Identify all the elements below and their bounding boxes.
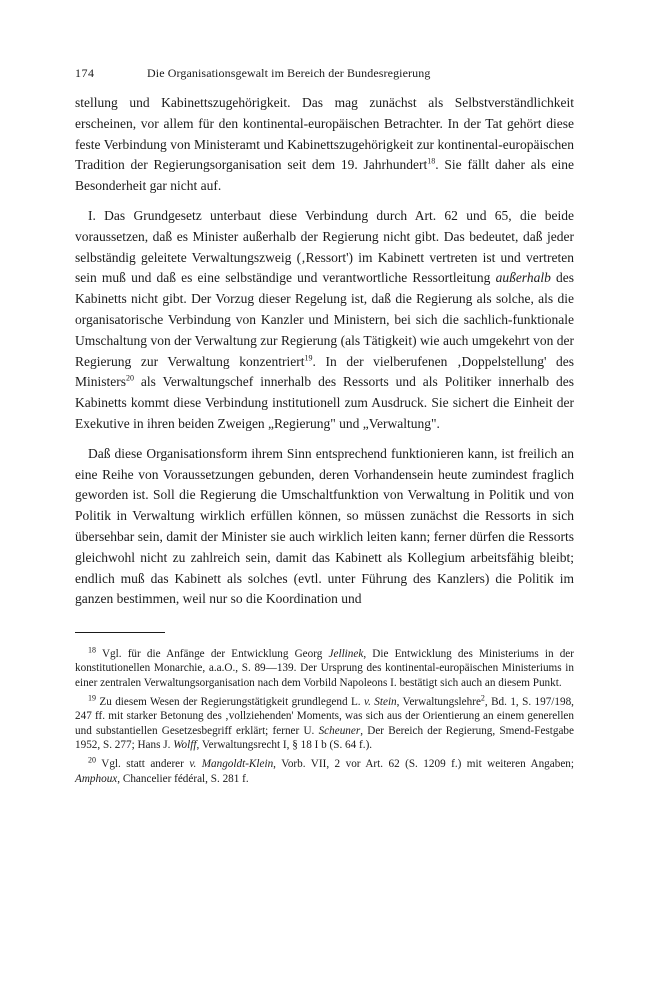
paragraph-text: I. Das Grundgesetz unterbaut diese Verbindung durch Art. 62 und 65, die beide voraussetzen, daß es Minister außerhalb der Regierung nicht gibt. Das bedeutet, daß jeder selbständig geleitete Verwaltungszweig (‚Ressort') im Kabinett vertreten ist und vertreten sein muß und daß es eine selbständige und verantwortliche Ressortleitung — [75, 207, 574, 286]
footnote-text: , Vorb. VII, 2 vor Art. 62 (S. 1209 f.) mit weiteren Angaben; — [273, 758, 574, 771]
footnote-ref-18[interactable]: 18 — [427, 156, 436, 166]
footnotes — [75, 647, 574, 786]
edition-superscript: 2 — [480, 693, 485, 703]
footnote-20 — [75, 757, 574, 786]
footnote-text: Vgl. für die Anfänge der Entwicklung Georg — [96, 648, 329, 661]
footnote-text: , Die Entwicklung des Ministeriums in der konstitutionellen Monarchie, a.a.O., S. 89—139. Der Ursprung des kontinental-europäischen Ministeriums in einer zentralen Verwaltungsorganisation nach dem Vorbild Napoleons I. bestätigt sich auch an diesem Punkt. — [75, 648, 574, 689]
footnote-divider — [75, 632, 165, 633]
emphasis: außerhalb — [495, 270, 551, 286]
paragraph-text: Daß diese Organisationsform ihrem Sinn entsprechend funktionieren kann, ist freilich an eine Reihe von Voraussetzungen gebunden, deren Vorhandensein heute zumindest fraglich geworden ist. Soll die Regierung die Umschaltfunktion von Verwaltung in Politik und von Politik in Verwaltung wirklich erfüllen können, so müssen zunächst die Ressorts in sich übersehbar sein, damit der Minister sie auch wirklich leiten kann; ferner dürfen die Ressorts gleichwohl nicht zu zahlreich sein, damit das Kabinett als Kollegium arbeitsfähig bleibt; endlich muß das Kabinett als solches (evtl. unter Führung des Kanzlers) die Politik im ganzen bestimmen, weil nur so die Koordination und — [75, 445, 574, 607]
author-name: Jellinek — [328, 648, 364, 661]
paragraph-1 — [75, 93, 574, 197]
footnote-text: , Chancelier fédéral, S. 281 f. — [117, 772, 249, 785]
author-name: v. Stein — [363, 696, 397, 709]
footnote-text: , Der Bereich der Regierung, Smend-Festgabe 1952, S. 277; Hans J. — [75, 724, 574, 751]
running-title: Die Organisationsgewalt im Bereich der Bundesregierung — [147, 66, 431, 80]
footnote-text: Zu diesem Wesen der Regierungstätigkeit grundlegend L. — [96, 696, 364, 709]
footnote-18 — [75, 647, 574, 690]
paragraph-text: . In der vielberufenen ‚Doppelstellung' des Ministers — [75, 353, 574, 390]
paragraph-2 — [75, 206, 574, 435]
author-name: Amphoux — [75, 772, 118, 785]
body-text — [75, 93, 574, 610]
footnote-text: Vgl. statt anderer — [96, 758, 190, 771]
footnote-ref-20[interactable]: 20 — [126, 373, 135, 383]
page-header — [75, 66, 574, 81]
footnote-text: , Verwaltungslehre — [396, 696, 481, 709]
page-number: 174 — [75, 66, 95, 80]
footnote-ref-19[interactable]: 19 — [304, 353, 313, 363]
footnote-text: , Verwaltungsrecht I, § 18 I b (S. 64 f.). — [196, 738, 373, 751]
paragraph-text: als Verwaltungschef innerhalb des Ressorts und als Politiker innerhalb des Kabinetts kommt diese Verbindung institutionell zum Ausdruck. Sie sichert die Einheit der Exekutive in ihren beiden Zweigen „Regierung" und „Verwaltung". — [75, 374, 574, 431]
footnote-number: 18 — [88, 645, 96, 655]
paragraph-3 — [75, 444, 574, 610]
author-name: Wolff — [173, 738, 197, 751]
paragraph-text: . Sie fällt daher als eine Besonderheit gar nicht auf. — [75, 157, 574, 194]
paragraph-text: stellung und Kabinettszugehörigkeit. Das mag zunächst als Selbstverständlichkeit erscheinen, vor allem für den kontinental-europäischen Betrachter. In der Tat gehört diese feste Verbindung von Ministeramt und Kabinettszugehörigkeit zur kontinental-europäischen Tradition der Regierungsorganisation seit dem 19. Jahrhundert — [75, 95, 574, 173]
author-name: v. Mangoldt-Klein — [189, 758, 274, 771]
footnote-number: 19 — [88, 693, 96, 703]
footnote-number: 20 — [88, 755, 96, 765]
footnote-text: , Bd. 1, S. 197/198, 247 ff. mit starker Betonung des ‚vollziehenden' Moments, was sich aus der Orientierung an einem generellen und substantiellen Gesetzesbegriff erklärt; ferner U. — [75, 696, 574, 737]
footnote-19 — [75, 695, 574, 752]
author-name: Scheuner — [318, 724, 361, 737]
paragraph-text: des Kabinetts nicht gibt. Der Vorzug dieser Regelung ist, daß die Regierung als solche, als die organisatorische Verbindung von Kanzler und Ministern, bei sich die sachlich-funktionale Umschaltung von der Verwaltung zur Regierung (als Tätigkeit) wie auch umgekehrt von der Regierung zur Verwaltung konzentriert — [75, 270, 574, 369]
book-page — [75, 66, 574, 786]
